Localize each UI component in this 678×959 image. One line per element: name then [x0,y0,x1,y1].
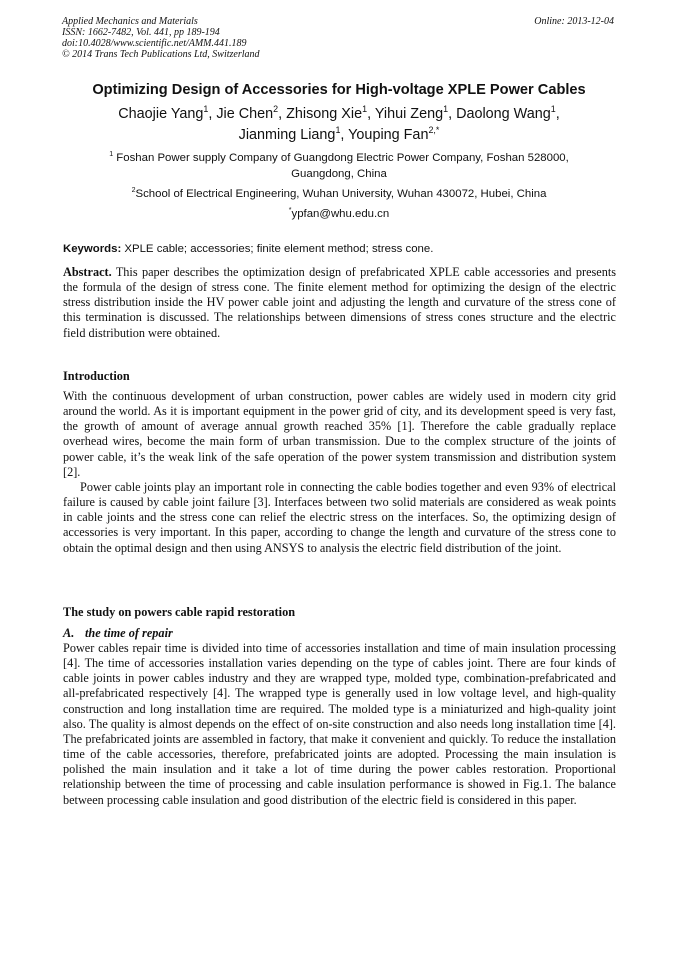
journal-name: Applied Mechanics and Materials [62,16,198,27]
author-list [50,104,628,146]
author: Jie Chen$^2$, [216,104,287,122]
issn-line: ISSN: 1662-7482, Vol. 441, pp 189-194 [62,27,220,38]
paragraph: With the continuous development of urban construction, power cables are widely used in modern city grid around the world. As it is important equipment in the power grid of city, and its development speed is very fast, the growth of amount of average annual growth reached 35% [1]. Therefore the cable gradually replace overhead wires, become the main form of urban transmission. Due to the complex structure of the joints of power cable, it’s the weak link of the safe operation of the power system transmission and distribution system [2]. [63,389,616,479]
paragraph: Power cable joints play an important role in connecting the cable bodies together and even 93% of electrical failure is caused by cable joint failure [3]. Interfaces between two solid materials are considered as weak points in cable joints and the stress cone can relief the electric stress on the interfaces. So, the optimizing design of accessories is very important. In this paper, according to change the length and curvature of the stress cone to obtain the optimal design and then using ANSYS to analysis the electric field distribution of the joint. [63,479,616,555]
affiliation-2: $^2$School of Electrical Engineering, Wuhan University, Wuhan 430072, Hubei, China [131,187,547,200]
copyright-line: © 2014 Trans Tech Publications Ltd, Switzerland [62,49,260,60]
subsection-heading: A. the time of repair [63,626,173,640]
journal-header [62,16,260,60]
section-heading-restoration: The study on powers cable rapid restoration [63,605,296,619]
corresponding-email: *ypfan@whu.edu.cn [288,207,390,220]
paper-title: Optimizing Design of Accessories for High-voltage XPLE Power Cables [92,82,586,98]
abstract-text: This paper describes the optimization design of prefabricated XPLE cable accessories and presents the formula of the design of stress cone. The finite element method for optimizing the design of the electric stress distribution inside the HV power cable joint and adjusting the length and curvature of the stress cone of this termination is discussed. The relationships between dimensions of stress cones structure and the electric field distribution were obtained. [63,265,616,340]
abstract [63,265,616,341]
author: Chaojie Yang$^1$, [118,104,217,122]
keywords-text: XPLE cable; accessories; finite element method; stress cone. [121,243,434,255]
introduction-body [63,389,616,556]
author: Youping Fan$^{2,*}$ [348,125,440,143]
author: Jianming Liang$^1$, [238,125,349,143]
affiliation-1: $^1$ Foshan Power supply Company of Guangdong Electric Power Company, Foshan 528000, Guangdong, China [109,151,569,180]
paragraph: Power cables repair time is divided into time of accessories installation and time of main insulation processing [4]. The time of accessories installation varies depending on the type of cables joint. There are four kinds of cable joints in power cables industry and they are wrapped type, molded type, combination-prefabricated and all-prefabricated respectively [4]. The wrapped type is generally used in low voltage level, and high-quality construction and long installation time are required. The molded type is a miniaturized and high-quality joint also. The quality is almost depends on the effect of on-site construction and also needs long installation time [4]. The prefabricated joints are assembled in factory, that make it convenient and quickly. To reduce the installation time of the cable accessories, therefore, prefabricated joints are adopted. Processing the main insulation is polished the main insulation and it take a lot of time during the power cables restoration. Proportional relationship between the time of processing and cable insulation performance is showed in Fig.1. The balance between processing cable insulation and good distribution of the electric field is considered in this paper. [63,641,616,807]
section-heading-introduction: Introduction [63,369,130,383]
author: Daolong Wang$^1$, [456,104,560,122]
doi-line: doi:10.4028/www.scientific.net/AMM.441.189 [62,38,247,49]
keywords [63,242,616,257]
keywords-label: Keywords: [63,243,122,255]
restoration-body [63,641,616,808]
abstract-label: Abstract. [63,265,112,279]
online-date: Online: 2013-12-04 [534,16,614,27]
author: Yihui Zeng$^1$, [374,104,457,122]
author: Zhisong Xie$^1$, [286,104,375,122]
